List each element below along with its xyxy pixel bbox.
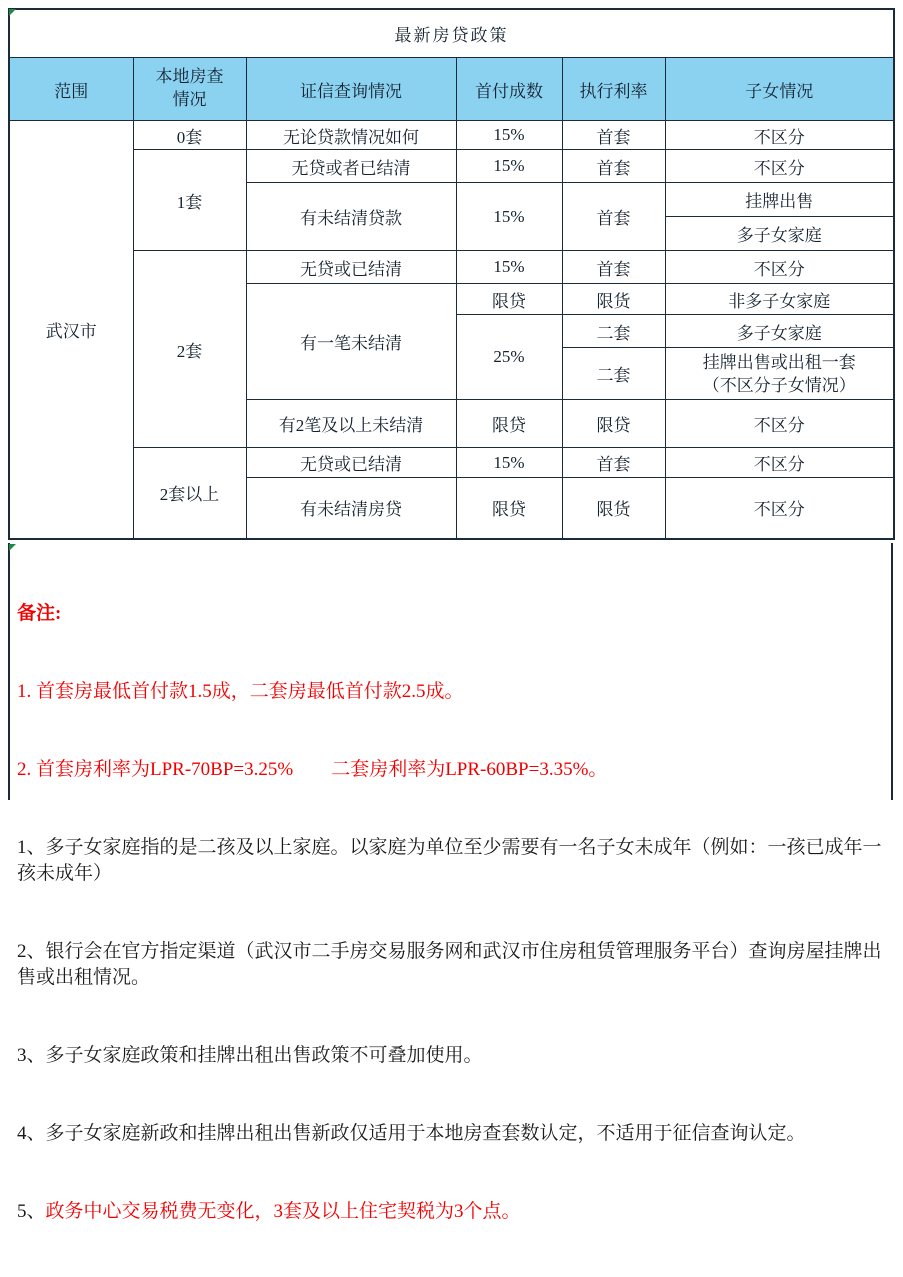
table-row bbox=[9, 251, 894, 284]
cell-credit-r5: 无贷或已结清 bbox=[246, 251, 456, 284]
cell-rate-r3: 首套 bbox=[562, 183, 665, 251]
cell-child-r3: 挂牌出售 bbox=[665, 183, 894, 217]
header-row bbox=[9, 58, 894, 121]
cell-credit-r9: 有2笔及以上未结清 bbox=[246, 400, 456, 448]
cell-credit-r11: 有未结清房贷 bbox=[246, 478, 456, 539]
cell-dp-r6: 限贷 bbox=[456, 284, 562, 315]
title-row bbox=[9, 9, 894, 58]
note-item-1: 1、多子女家庭指的是二孩及以上家庭。以家庭为单位至少需要有一名子女未成年（例如：一孩已成年一孩未成年） bbox=[17, 837, 882, 884]
cell-rate-r11: 限货 bbox=[562, 478, 665, 539]
col-header-down-payment: 首付成数 bbox=[456, 58, 562, 121]
cell-child-r8-line2: （不区分子女情况） bbox=[702, 375, 856, 395]
cell-dp-r2: 15% bbox=[456, 150, 562, 183]
green-corner-mark-table bbox=[9, 9, 16, 16]
col-header-credit-query: 证信查询情况 bbox=[246, 58, 456, 121]
cell-rate-r5: 首套 bbox=[562, 251, 665, 284]
cell-city: 武汉市 bbox=[9, 121, 133, 539]
green-corner-mark-notes bbox=[9, 544, 16, 551]
cell-child-r11: 不区分 bbox=[665, 478, 894, 539]
cell-child-r7: 多子女家庭 bbox=[665, 315, 894, 348]
cell-group-2: 2套 bbox=[133, 251, 246, 448]
note-item-5-prefix: 5、 bbox=[17, 1201, 46, 1222]
cell-child-r9: 不区分 bbox=[665, 400, 894, 448]
cell-child-r4: 多子女家庭 bbox=[665, 217, 894, 251]
cell-group-1: 1套 bbox=[133, 150, 246, 251]
page-title: 最新房贷政策 bbox=[9, 9, 894, 58]
cell-dp-r3: 15% bbox=[456, 183, 562, 251]
notes-section bbox=[8, 543, 893, 1222]
note-item-4: 4、多子女家庭新政和挂牌出租出售新政仅适用于本地房查套数认定，不适用于征信查询认定。 bbox=[17, 1123, 806, 1144]
cell-rate-r8: 二套 bbox=[562, 348, 665, 400]
cell-rate-r7: 二套 bbox=[562, 315, 665, 348]
cell-credit-r1: 无论贷款情况如何 bbox=[246, 121, 456, 150]
cell-credit-r3: 有未结清贷款 bbox=[246, 183, 456, 251]
cell-credit-r2: 无贷或者已结清 bbox=[246, 150, 456, 183]
table-row bbox=[9, 121, 894, 150]
cell-dp-r9: 限贷 bbox=[456, 400, 562, 448]
cell-credit-r10: 无贷或已结清 bbox=[246, 448, 456, 478]
cell-dp-r11: 限贷 bbox=[456, 478, 562, 539]
cell-child-r8 bbox=[665, 348, 894, 400]
cell-credit-r6: 有一笔未结清 bbox=[246, 284, 456, 400]
table-row bbox=[9, 448, 894, 478]
note-item-5 bbox=[17, 1199, 883, 1225]
notes-label: 备注: bbox=[17, 603, 62, 624]
col-header-children: 子女情况 bbox=[665, 58, 894, 121]
cell-rate-r2: 首套 bbox=[562, 150, 665, 183]
cell-dp-r7: 25% bbox=[456, 315, 562, 400]
note-item-3: 3、多子女家庭政策和挂牌出租出售政策不可叠加使用。 bbox=[17, 1045, 483, 1066]
cell-rate-r6: 限货 bbox=[562, 284, 665, 315]
note-item-red-2: 2. 首套房利率为LPR-70BP=3.25% 二套房利率为LPR-60BP=3.35%。 bbox=[17, 759, 608, 780]
cell-group-3: 2套以上 bbox=[133, 448, 246, 539]
cell-dp-r1: 15% bbox=[456, 121, 562, 150]
cell-rate-r10: 首套 bbox=[562, 448, 665, 478]
cell-child-r5: 不区分 bbox=[665, 251, 894, 284]
cell-child-r1: 不区分 bbox=[665, 121, 894, 150]
mortgage-policy-table bbox=[8, 8, 895, 540]
note-item-5-text: 政务中心交易税费无变化，3套及以上住宅契税为3个点。 bbox=[45, 1201, 521, 1222]
cell-dp-r5: 15% bbox=[456, 251, 562, 284]
table-row bbox=[9, 150, 894, 183]
col-header-local-check bbox=[133, 58, 246, 121]
cell-child-r8-line1: 挂牌出售或出租一套 bbox=[702, 352, 856, 372]
note-item-red-1: 1. 首套房最低首付款1.5成，二套房最低首付款2.5成。 bbox=[17, 681, 464, 702]
cell-rate-r1: 首套 bbox=[562, 121, 665, 150]
cell-group-0: 0套 bbox=[133, 121, 246, 150]
cell-dp-r10: 15% bbox=[456, 448, 562, 478]
col-header-local-check-text: 本地房查情况 bbox=[155, 67, 224, 109]
col-header-scope: 范围 bbox=[9, 58, 133, 121]
cell-child-r6: 非多子女家庭 bbox=[665, 284, 894, 315]
cell-rate-r9: 限贷 bbox=[562, 400, 665, 448]
cell-child-r2: 不区分 bbox=[665, 150, 894, 183]
note-item-2: 2、银行会在官方指定渠道（武汉市二手房交易服务网和武汉市住房租赁管理服务平台）查询房屋挂牌出售或出租情况。 bbox=[17, 941, 882, 988]
col-header-rate: 执行利率 bbox=[562, 58, 665, 121]
cell-child-r10: 不区分 bbox=[665, 448, 894, 478]
